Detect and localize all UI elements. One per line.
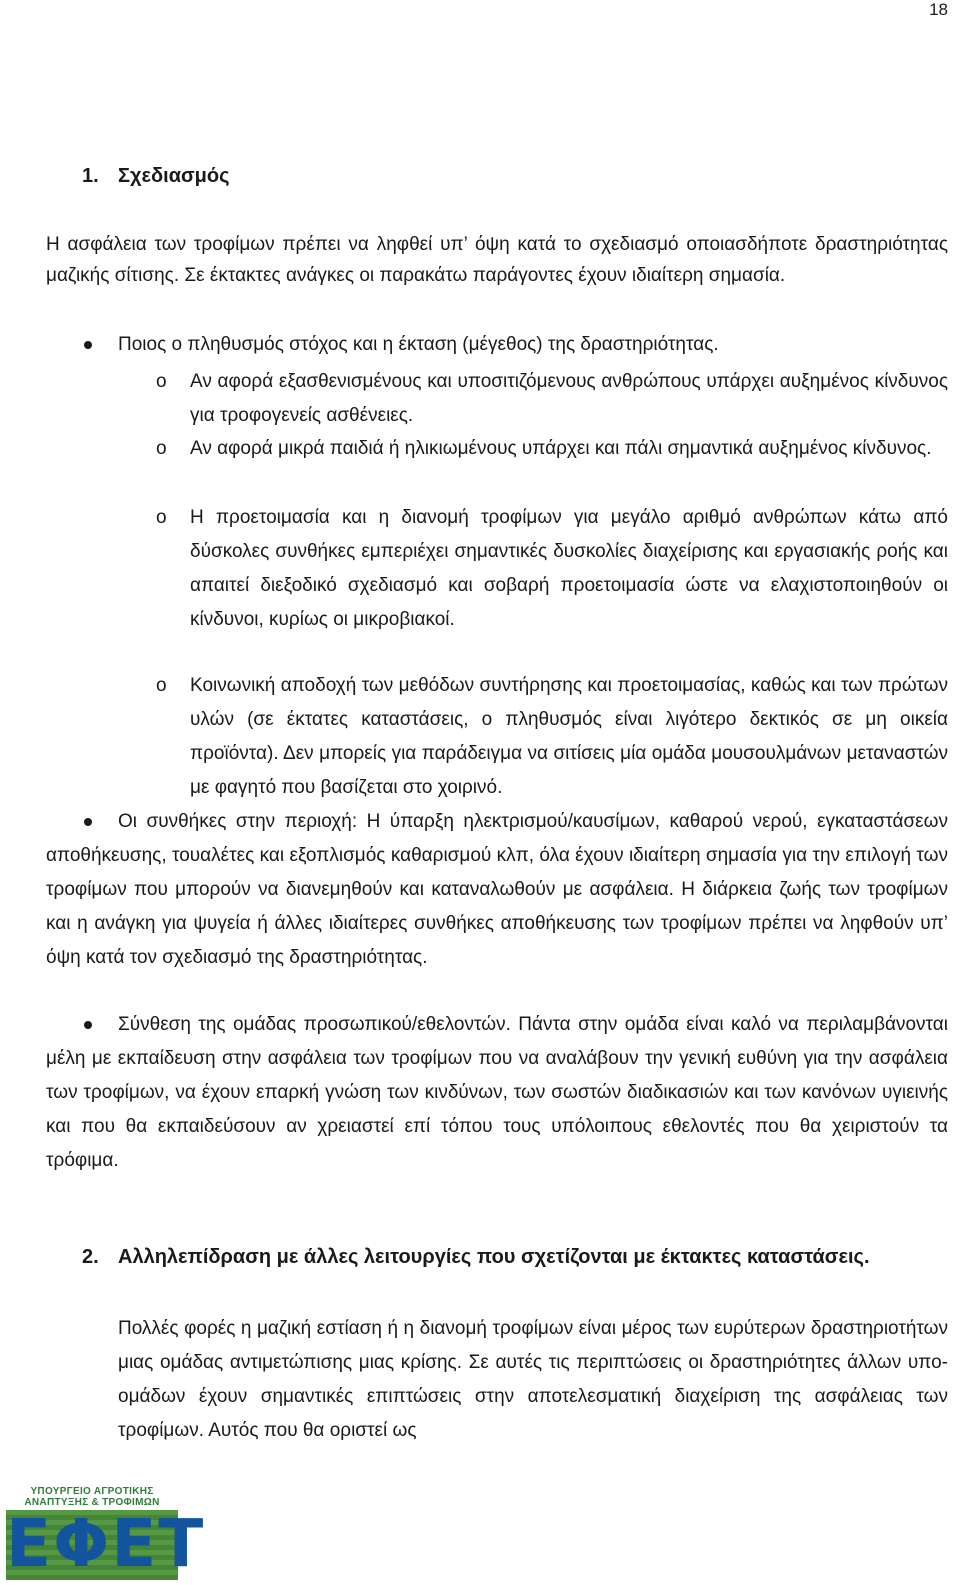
circle-bullet-icon: o	[156, 675, 167, 696]
section-2-number: 2.	[82, 1246, 99, 1268]
bullet-area-conditions	[46, 805, 948, 975]
section-2-heading	[82, 1246, 870, 1269]
efet-logo	[6, 1486, 206, 1582]
sub-item-text: Αν αφορά εξασθενισμένους και υποσιτιζόμενους ανθρώπους υπάρχει αυξημένος κίνδυνος για τροφογενείς ασθένειες.	[190, 371, 948, 426]
section-1-title: Σχεδιασμός	[118, 165, 230, 187]
bullet-target-population	[46, 328, 948, 362]
bullet-text: Σύνθεση της ομάδας προσωπικού/εθελοντών. Πάντα στην ομάδα είναι καλό να περιλαμβάνονται μέλη με εκπαίδευση στην ασφάλεια των τροφίμων που να αναλάβουν την γενική ευθύνη για την ασφάλεια των τροφίμων, να έχουν επαρκή γνώση των κινδύνων, των σωστών διαδικασιών και των κανόνων υγιεινής και που θα εκπαιδεύσουν αν χρειαστεί επί τόπου τους υπόλοιπους εθελοντές που θα χειριστούν τα τρόφιμα.	[46, 1014, 948, 1171]
logo-wordmark: ΕΦΕΤ	[6, 1505, 206, 1582]
section-2-title: Αλληλεπίδραση με άλλες λειτουργίες που σχετίζονται με έκτακτες καταστάσεις.	[118, 1246, 870, 1268]
section-1-intro: Η ασφάλεια των τροφίμων πρέπει να ληφθεί υπ’ όψη κατά το σχεδιασμό οποιασδήποτε δραστηριότητας μαζικής σίτισης. Σε έκτακτες ανάγκες οι παρακάτω παράγοντες έχουν ιδιαίτερη σημασία.	[46, 234, 948, 286]
sub-item-social-acceptance	[156, 669, 948, 805]
bullet-icon	[84, 818, 92, 826]
section-1-number: 1.	[82, 165, 99, 187]
bullet-text: Ποιος ο πληθυσμός στόχος και η έκταση (μέγεθος) της δραστηριότητας.	[118, 334, 719, 355]
sub-item-text: Η προετοιμασία και η διανομή τροφίμων για μεγάλο αριθμό ανθρώπων κάτω από δύσκολες συνθήκες εμπεριέχει σημαντικές δυσκολίες διαχείρισης και εργασιακής ροής και απαιτεί διεξοδικό σχεδιασμό και σοβαρή προετοιμασία ώστε να ελαχιστοποιηθούν οι κίνδυνοι, κυρίως οι μικροβιακοί.	[190, 507, 948, 630]
bullet-team-composition	[46, 1008, 948, 1178]
bullet-text: Οι συνθήκες στην περιοχή: Η ύπαρξη ηλεκτρισμού/καυσίμων, καθαρού νερού, εγκαταστάσεων αποθήκευσης, τουαλέτες και εξοπλισμός καθαρισμού κλπ, όλα έχουν ιδιαίτερη σημασία για την επιλογή των τροφίμων που μπορούν να διανεμηθούν και καταναλωθούν με ασφάλεια. Η διάρκεια ζωής των τροφίμων και η ανάγκη για ψυγεία ή άλλες ιδιαίτερες συνθήκες αποθήκευσης των τροφίμων πρέπει να ληφθούν υπ’ όψη κατά τον σχεδιασμό της δραστηριότητας.	[46, 811, 948, 968]
bullet-icon	[84, 1021, 92, 1029]
page-number: 18	[929, 0, 948, 19]
sub-item-text: Κοινωνική αποδοχή των μεθόδων συντήρησης και προετοιμασίας, καθώς και των πρώτων υλών (σε έκτατες καταστάσεις, ο πληθυσμός είναι λιγότερο δεκτικός σε μη οικεία προϊόντα). Δεν μπορείς για παράδειγμα να σιτίσεις μία ομάδα μουσουλμάνων μεταναστών με φαγητό που βασίζεται στο χοιρινό.	[190, 675, 948, 798]
section-2-paragraph: Πολλές φορές η μαζική εστίαση ή η διανομή τροφίμων είναι μέρος των ευρύτερων δραστηριοτήτων μιας ομάδας αντιμετώπισης μιας κρίσης. Σε αυτές τις περιπτώσεις οι δραστηριότητες άλλων υπο-ομάδων έχουν σημαντικές επιπτώσεις στην αποτελεσματική διαχείριση της ασφάλειας των τροφίμων. Αυτός που θα οριστεί ως	[118, 1318, 948, 1441]
sub-item-children-elderly	[156, 432, 948, 466]
circle-bullet-icon: o	[156, 371, 167, 392]
sub-item-weakened	[156, 365, 948, 433]
circle-bullet-icon: o	[156, 438, 167, 459]
sub-item-text: Αν αφορά μικρά παιδιά ή ηλικιωμένους υπάρχει και πάλι σημαντικά αυξημένος κίνδυνος.	[190, 438, 932, 459]
circle-bullet-icon: o	[156, 507, 167, 528]
sub-item-preparation	[156, 501, 948, 637]
bullet-icon	[84, 341, 92, 349]
logo-ministry-text: ΥΠΟΥΡΓΕΙΟ ΑΓΡΟΤΙΚΗΣ ΑΝΑΠΤΥΞΗΣ & ΤΡΟΦΙΜΩΝ	[24, 1486, 160, 1508]
section-1-heading	[82, 165, 230, 188]
